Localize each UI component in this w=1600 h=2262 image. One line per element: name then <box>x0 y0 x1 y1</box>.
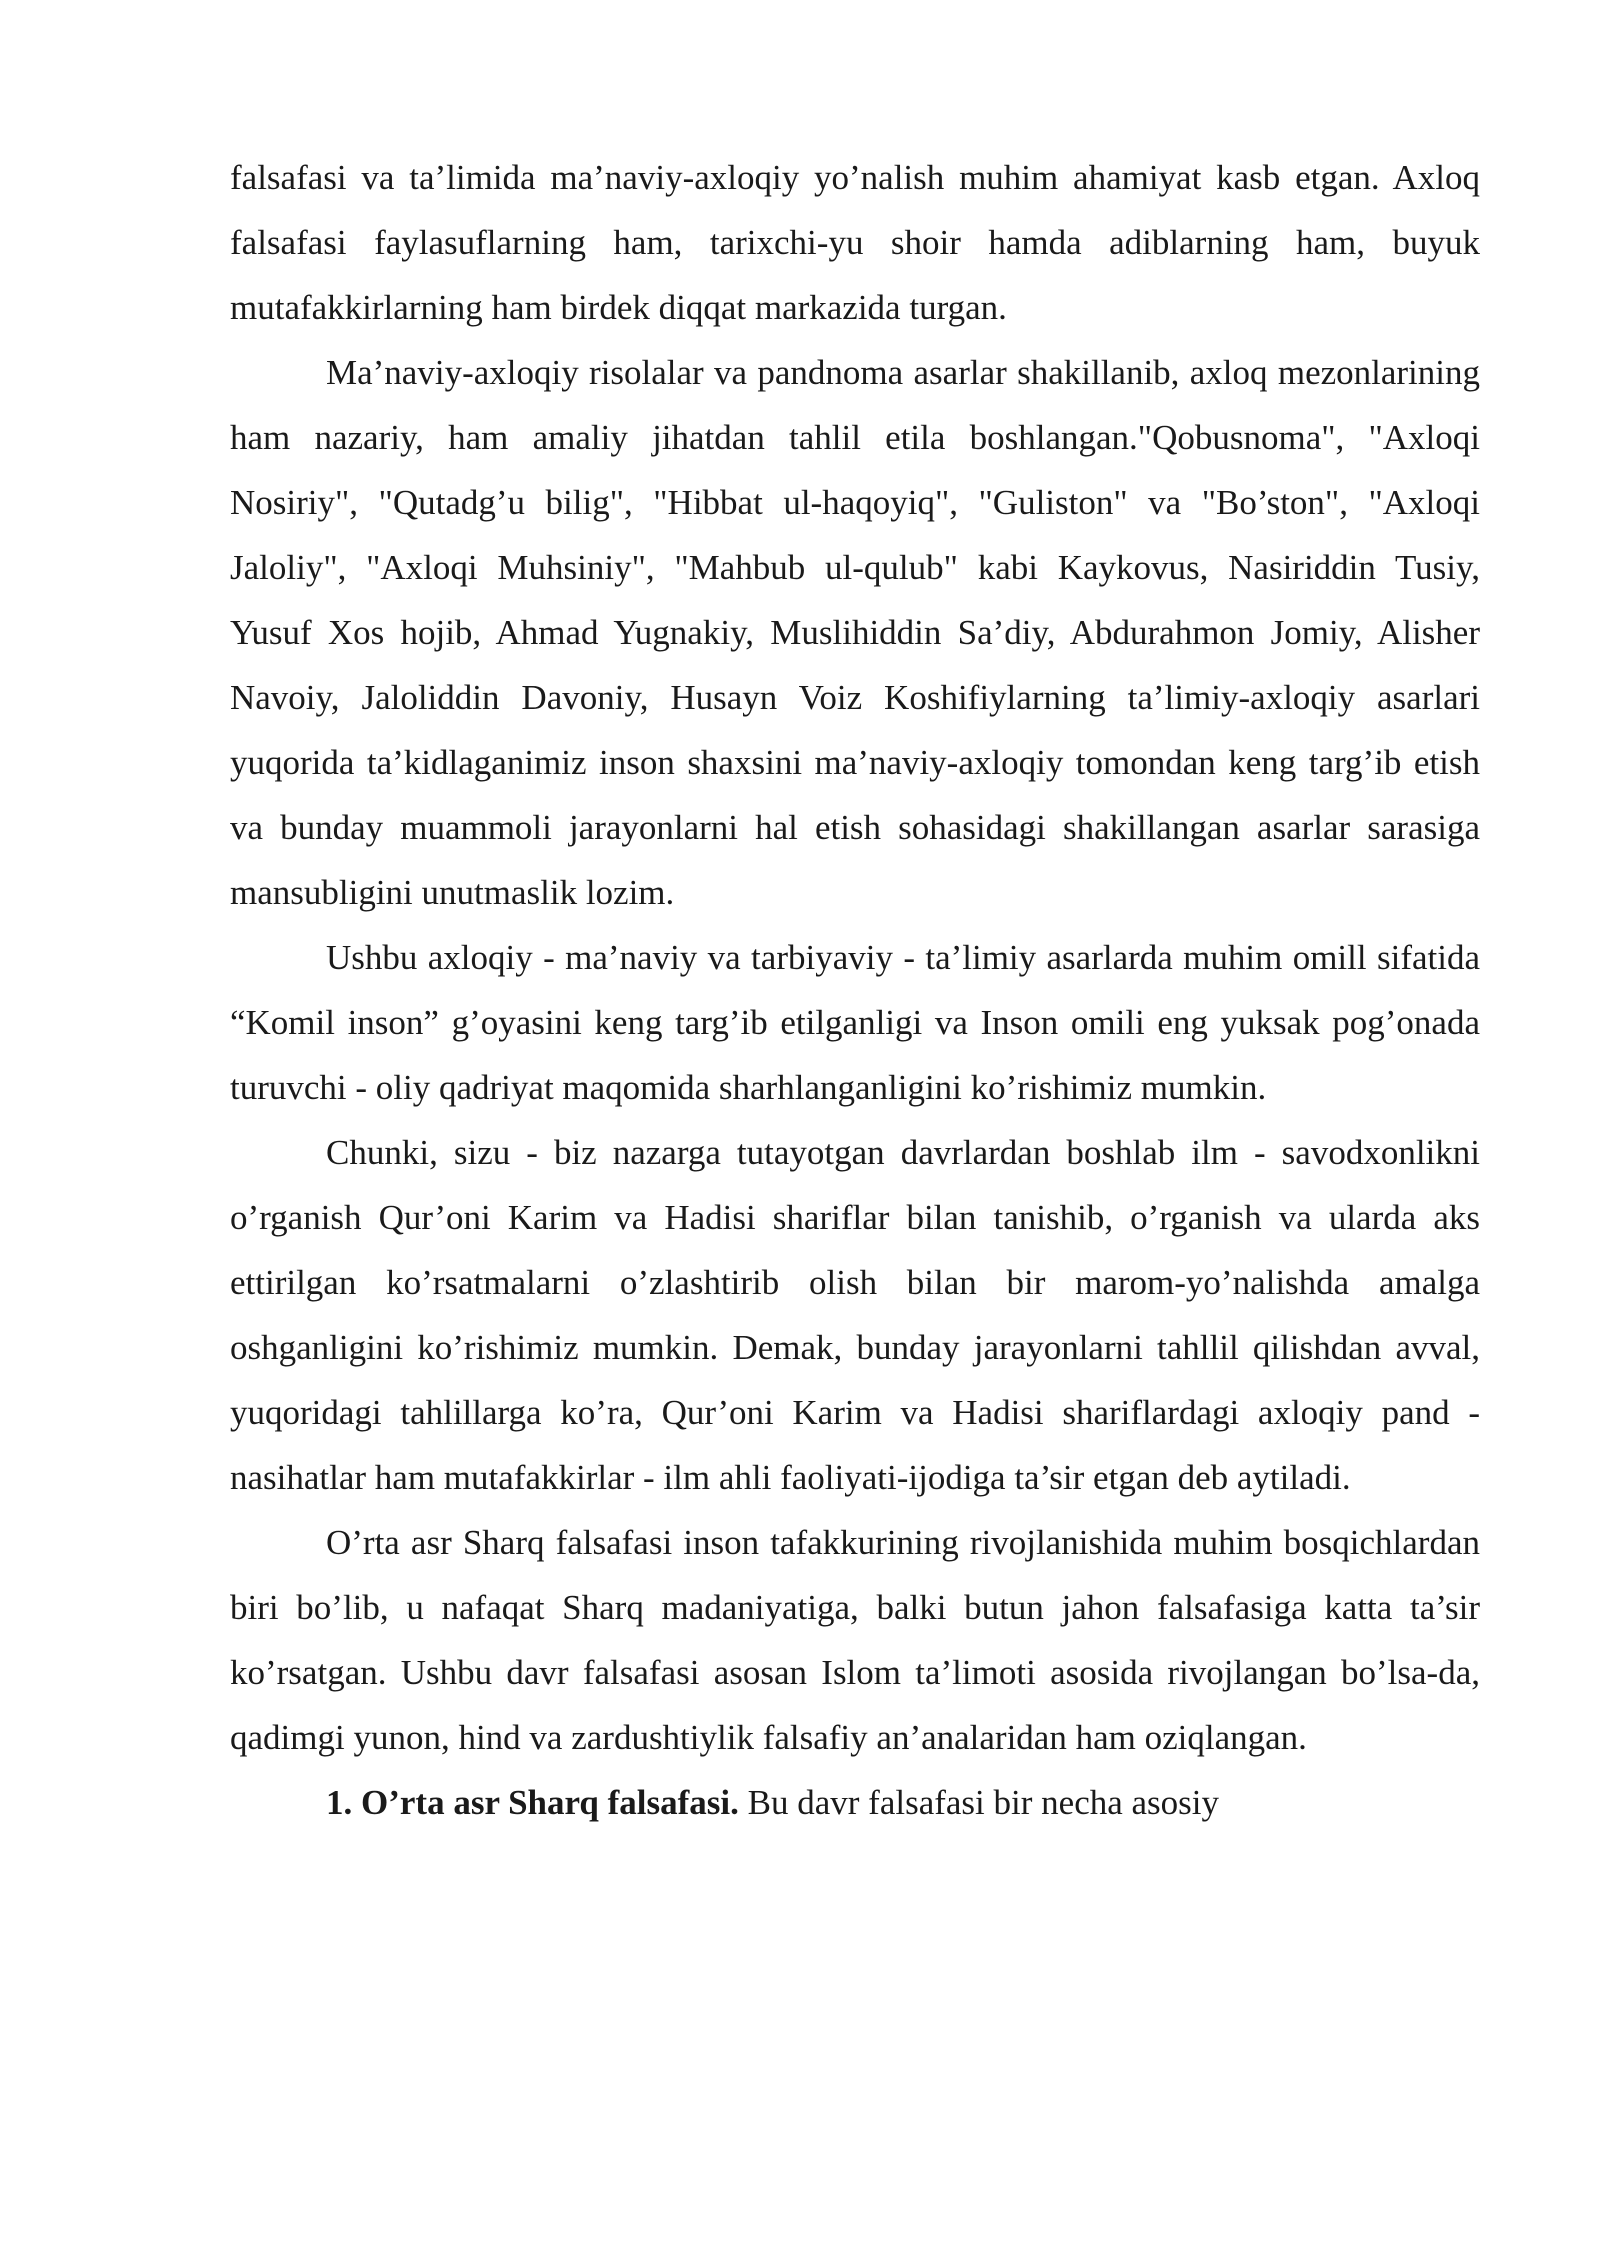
document-page <box>230 145 1480 1835</box>
paragraph-quran-hadith: Chunki, sizu - biz nazarga tutayotgan davrlardan boshlab ilm - savodxonlikni o’rganish Qur’oni Karim va Hadisi shariflar bilan tanishib, o’rganish va ularda aks ettirilgan ko’rsatmalarni o’zlashtirib olish bilan bir marom-yo’nalishda amalga oshganligini ko’rishimiz mumkin. Demak, bunday jarayonlarni tahllil qilishdan avval, yuqoridagi tahlillarga ko’ra, Qur’oni Karim va Hadisi shariflardagi axloqiy pand -nasihatlar ham mutafakkirlar - ilm ahli faoliyati-ijodiga ta’sir etgan deb aytiladi. <box>230 1133 1480 1497</box>
paragraph-komil-inson: Ushbu axloqiy - ma’naviy va tarbiyaviy - ta’limiy asarlarda muhim omill sifatida “Komil inson” g’oyasini keng targ’ib etilganligi va Inson omili eng yuksak pog’onada turuvchi - oliy qadriyat maqomida sharhlanganligini ko’rishimiz mumkin. <box>230 938 1480 1107</box>
paragraph-moral-treatises: Ma’naviy-axloqiy risolalar va pandnoma asarlar shakillanib, axloq mezonlarining ham nazariy, ham amaliy jihatdan tahlil etila boshlangan."Qobusnoma", "Axloqi Nosiriy", "Qutadg’u bilig", "Hibbat ul-haqoyiq", "Guliston" va "Bo’ston", "Axloqi Jaloliy", "Axloqi Muhsiniy", "Mahbub ul-qulub" kabi Kaykovus, Nasiriddin Tusiy, Yusuf Xos hojib, Ahmad Yugnakiy, Muslihiddin Sa’diy, Abdurahmon Jomiy, Alisher Navoiy, Jaloliddin Davoniy, Husayn Voiz Koshifiylarning ta’limiy-axloqiy asarlari yuqorida ta’kidlaganimiz inson shaxsini ma’naviy-axloqiy tomondan keng targ’ib etish va bunday muammoli jarayonlarni hal etish sohasidagi shakillangan asarlar sarasiga mansubligini unutmaslik lozim. <box>230 353 1480 912</box>
paragraph-section-heading <box>230 1770 1480 1835</box>
section-heading-text: Bu davr falsafasi bir necha asosiy <box>738 1783 1220 1822</box>
paragraph-medieval-philosophy: O’rta asr Sharq falsafasi inson tafakkurining rivojlanishida muhim bosqichlardan biri bo’lib, u nafaqat Sharq madaniyatiga, balki butun jahon falsafasiga katta ta’sir ko’rsatgan. Ushbu davr falsafasi asosan Islom ta’limoti asosida rivojlangan bo’lsa-da, qadimgi yunon, hind va zardushtiylik falsafiy an’analaridan ham oziqlangan. <box>230 1523 1480 1757</box>
section-heading: 1. O’rta asr Sharq falsafasi. <box>326 1783 739 1822</box>
paragraph-continuation: falsafasi va ta’limida ma’naviy-axloqiy yo’nalish muhim ahamiyat kasb etgan. Axloq falsafasi faylasuflarning ham, tarixchi-yu shoir hamda adiblarning ham, buyuk mutafakkirlarning ham birdek diqqat markazida turgan. <box>230 158 1480 327</box>
